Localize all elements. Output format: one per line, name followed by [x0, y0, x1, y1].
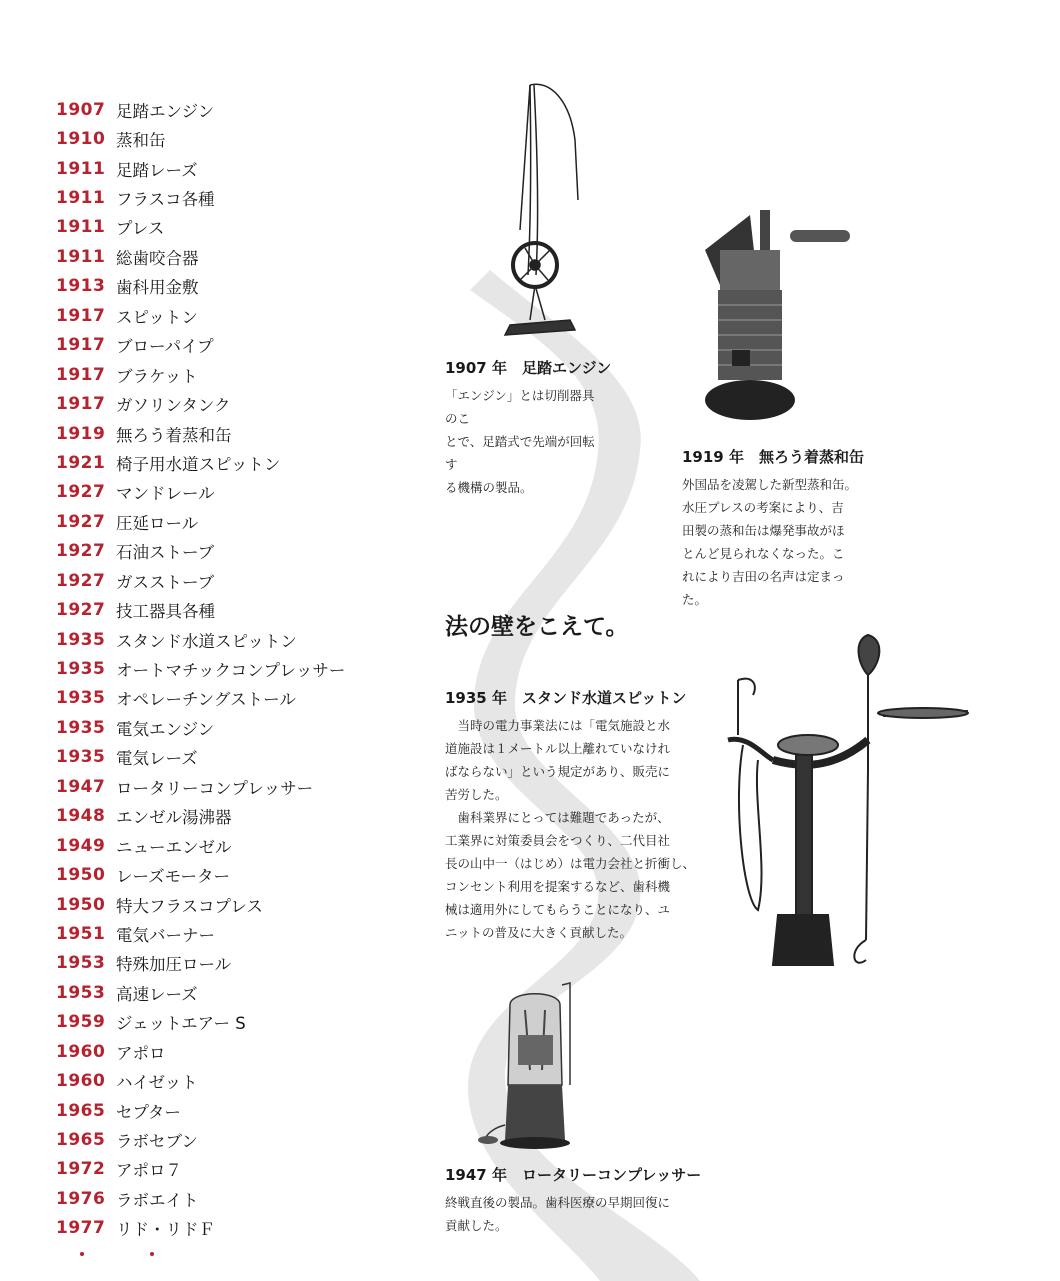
timeline-row [56, 272, 345, 301]
timeline-row [56, 301, 345, 330]
timeline-item: 足踏エンジン [116, 101, 215, 121]
timeline-year: 1951 [56, 923, 106, 944]
timeline-item: マンドレール [116, 484, 215, 504]
timeline-year: 1907 [56, 99, 106, 120]
caption-title: 1919 年 無ろう着蒸和缶 [682, 448, 864, 466]
caption-1947 [445, 1164, 705, 1237]
timeline-row [56, 1037, 345, 1066]
timeline-item: ガソリンタンク [116, 396, 231, 416]
timeline-row [56, 154, 345, 183]
timeline-row [56, 684, 345, 713]
timeline-row [56, 625, 345, 654]
caption-1935 [445, 687, 705, 944]
timeline-row [56, 478, 345, 507]
timeline-year: 1919 [56, 423, 106, 444]
timeline-item: ガスストーブ [116, 572, 215, 592]
timeline-item: エンゼル湯沸器 [116, 808, 232, 828]
timeline-year: 1927 [56, 570, 106, 591]
timeline-item: 電気レーズ [116, 749, 198, 769]
timeline-item: 電気エンジン [116, 719, 215, 739]
timeline-year: 1911 [56, 158, 106, 179]
timeline-year: 1949 [56, 835, 106, 856]
timeline-row [56, 1184, 345, 1213]
timeline-row [56, 331, 345, 360]
timeline-year: 1977 [56, 1218, 106, 1239]
timeline-row [56, 1125, 345, 1154]
timeline-row [56, 507, 345, 536]
timeline-row [56, 213, 345, 242]
timeline-year: 1911 [56, 246, 106, 267]
vulcanizer-illustration [700, 200, 860, 435]
timeline-year: 1917 [56, 364, 106, 385]
timeline-row [56, 978, 345, 1007]
spittoon-illustration [718, 620, 973, 980]
foot-engine-illustration [490, 80, 590, 345]
timeline-year: 1910 [56, 129, 106, 150]
timeline-row [56, 1096, 345, 1125]
timeline-year: 1911 [56, 217, 106, 238]
timeline-row [56, 890, 345, 919]
timeline-row [56, 242, 345, 271]
timeline-row [56, 595, 345, 624]
timeline-year: 1935 [56, 688, 106, 709]
timeline-item: 特殊加圧ロール [116, 955, 232, 975]
timeline-year: 1917 [56, 305, 106, 326]
caption-body: 外国品を凌駕した新型蒸和缶。 水圧プレスの考案により、吉 田製の蒸和缶は爆発事故がほ とんど見られなくなった。こ れにより吉田の名声は定まっ た。 [682, 477, 858, 607]
timeline-item: ブローパイプ [116, 337, 214, 357]
timeline-row [56, 566, 345, 595]
timeline-row [56, 124, 345, 153]
timeline-row [56, 831, 345, 860]
timeline-item: 蒸和缶 [116, 131, 166, 151]
timeline-item: 石油ストーブ [116, 543, 215, 563]
timeline-year: 1972 [56, 1159, 106, 1180]
timeline-list [56, 95, 345, 1243]
timeline-year: 1950 [56, 865, 106, 886]
timeline-row [56, 802, 345, 831]
timeline-item: 椅子用水道スピットン [116, 454, 281, 474]
timeline-item: 総歯咬合器 [116, 248, 199, 268]
timeline-item: 歯科用金敷 [116, 278, 199, 298]
timeline-row [56, 1214, 345, 1243]
timeline-row [56, 419, 345, 448]
timeline-item: フラスコ各種 [116, 190, 215, 210]
timeline-row [56, 713, 345, 742]
timeline-year: 1913 [56, 276, 106, 297]
timeline-year: 1960 [56, 1041, 106, 1062]
timeline-item: ジェットエアー S [116, 1014, 246, 1034]
timeline-item: 高速レーズ [116, 984, 198, 1004]
timeline-year: 1948 [56, 806, 106, 827]
timeline-item: アポロ７ [116, 1161, 182, 1181]
timeline-year: 1959 [56, 1012, 106, 1033]
timeline-row [56, 1155, 345, 1184]
timeline-item: レーズモーター [116, 867, 231, 887]
timeline-item: 技工器具各種 [116, 602, 215, 622]
caption-1907 [445, 357, 612, 499]
timeline-row [56, 537, 345, 566]
timeline-item: リド・リドＦ [116, 1220, 215, 1240]
timeline-row [56, 448, 345, 477]
timeline-year: 1935 [56, 747, 106, 768]
timeline-row [56, 360, 345, 389]
timeline-row [56, 949, 345, 978]
timeline-year: 1921 [56, 452, 106, 473]
timeline-row [56, 1008, 345, 1037]
timeline-year: 1960 [56, 1071, 106, 1092]
timeline-year: 1947 [56, 776, 106, 797]
timeline-year: 1927 [56, 541, 106, 562]
timeline-year: 1927 [56, 482, 106, 503]
timeline-year: 1935 [56, 659, 106, 680]
timeline-year: 1953 [56, 982, 106, 1003]
timeline-row [56, 919, 345, 948]
caption-1919 [682, 446, 862, 611]
timeline-dot [80, 1252, 84, 1256]
timeline-row [56, 95, 345, 124]
caption-body: 終戦直後の製品。歯科医療の早期回復に 貢献した。 [445, 1195, 671, 1233]
timeline-item: スタンド水道スピットン [116, 631, 297, 651]
timeline-year: 1927 [56, 600, 106, 621]
timeline-item: オートマチックコンプレッサー [116, 661, 346, 681]
timeline-item: 電気バーナー [116, 925, 215, 945]
timeline-item: プレス [116, 219, 165, 239]
timeline-item: ブラケット [116, 366, 198, 386]
timeline-row [56, 860, 345, 889]
timeline-year: 1950 [56, 894, 106, 915]
timeline-item: ハイゼット [116, 1073, 198, 1093]
timeline-year: 1976 [56, 1188, 106, 1209]
timeline-item: スピットン [116, 307, 198, 327]
timeline-year: 1917 [56, 335, 106, 356]
compressor-illustration [470, 975, 580, 1155]
timeline-year: 1927 [56, 511, 106, 532]
timeline-year: 1935 [56, 717, 106, 738]
timeline-row [56, 1066, 345, 1095]
timeline-item: セプター [116, 1102, 181, 1122]
caption-body: 「エンジン」とは切削器具のこ とで、足踏式で先端が回転す る機構の製品。 [445, 388, 595, 495]
timeline-row [56, 183, 345, 212]
timeline-year: 1935 [56, 629, 106, 650]
timeline-item: ロータリーコンプレッサー [116, 778, 314, 798]
caption-title: 1907 年 足踏エンジン [445, 359, 612, 377]
timeline-item: ラボエイト [116, 1190, 199, 1210]
timeline-row [56, 654, 345, 683]
timeline-item: アポロ [116, 1043, 166, 1063]
timeline-row [56, 389, 345, 418]
timeline-row [56, 743, 345, 772]
timeline-item: ラボセブン [116, 1132, 198, 1152]
timeline-item: 足踏レーズ [116, 160, 198, 180]
timeline-dot [150, 1252, 154, 1256]
timeline-row [56, 772, 345, 801]
caption-title: 1935 年 スタンド水道スピットン [445, 689, 687, 707]
timeline-year: 1965 [56, 1130, 106, 1151]
timeline-year: 1911 [56, 188, 106, 209]
timeline-year: 1965 [56, 1100, 106, 1121]
timeline-year: 1953 [56, 953, 106, 974]
caption-body: 当時の電力事業法には「電気施設と水 道施設は１メートル以上離れていなけれ ばならない」という規定があり、販売に 苦労した。 歯科業界にとっては難題であったが、 工業界に対策委員会をつくり、二代目社 長の山中一（はじめ）は電力会社と折衝し、 コンセント利用を提案するなど、歯科機 械は適用外にしてもらうことになり、ユ ニットの普及に大きく貢献した。 [445, 718, 696, 940]
timeline-item: オペレーチングストール [116, 690, 296, 710]
timeline-year: 1917 [56, 394, 106, 415]
timeline-item: 特大フラスコプレス [116, 896, 263, 916]
timeline-item: 無ろう着蒸和缶 [116, 425, 232, 445]
section-headline: 法の壁をこえて。 [445, 614, 629, 640]
timeline-item: 圧延ロール [116, 513, 199, 533]
caption-title: 1947 年 ロータリーコンプレッサー [445, 1166, 702, 1184]
timeline-item: ニューエンゼル [116, 837, 232, 857]
